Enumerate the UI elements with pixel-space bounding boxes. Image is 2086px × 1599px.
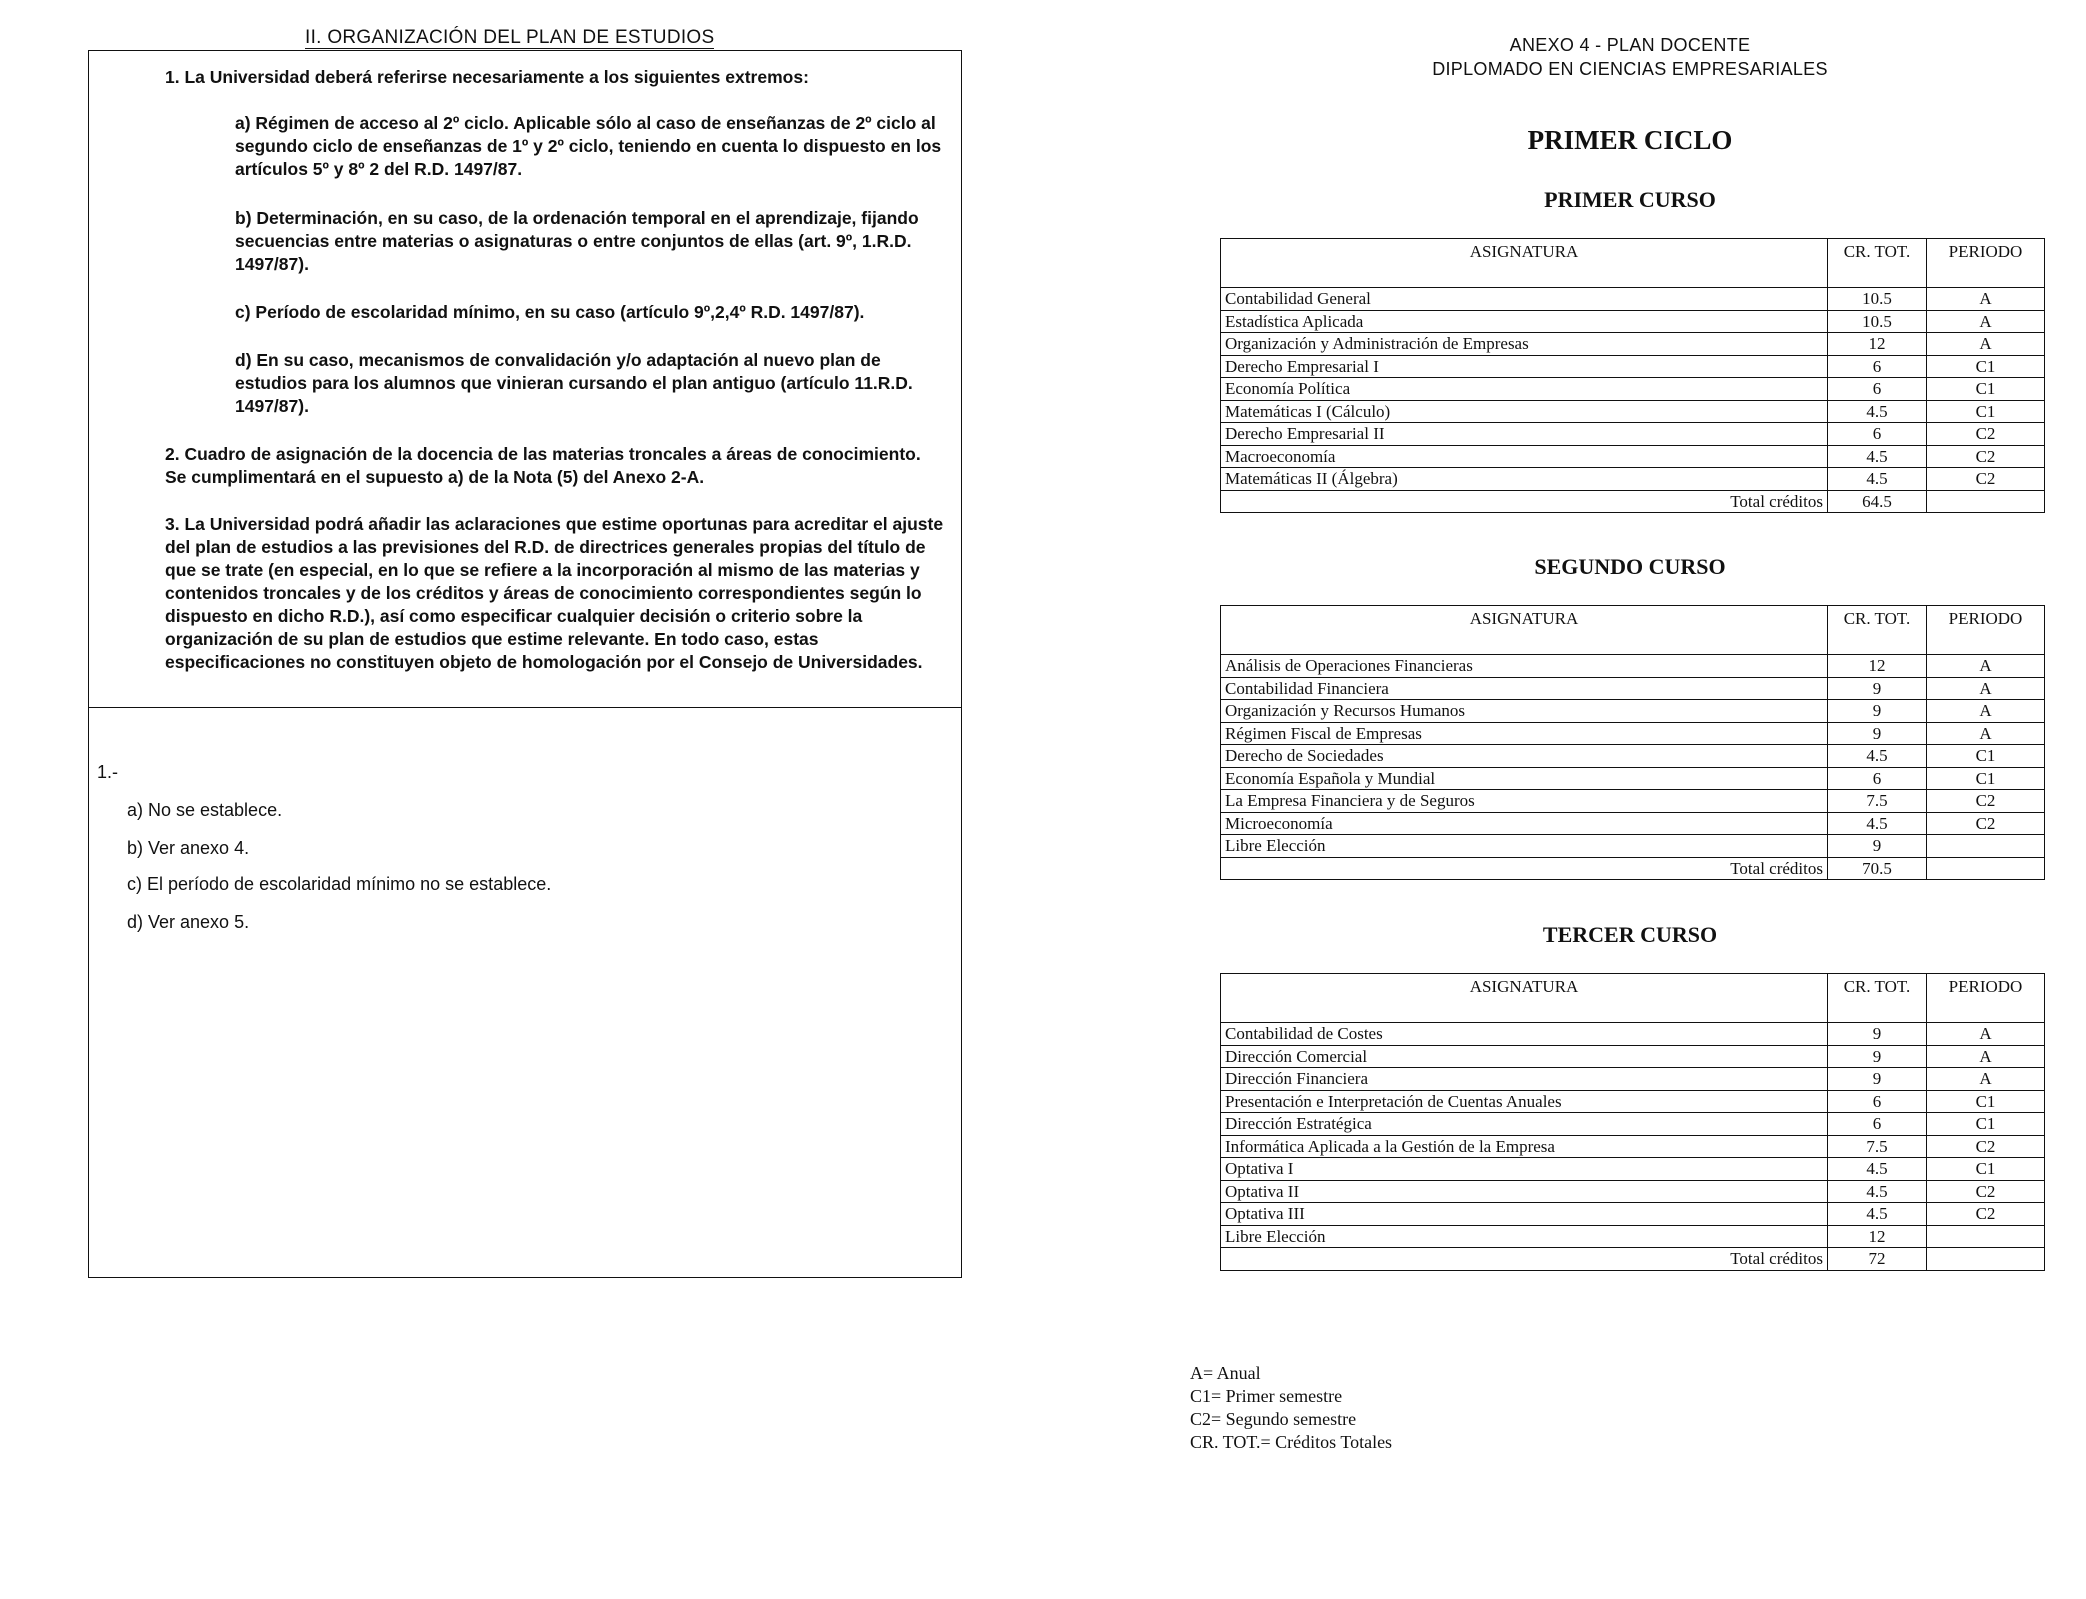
legend-item: A= Anual: [1190, 1363, 1261, 1383]
header-asignatura: ASIGNATURA: [1221, 974, 1828, 1023]
item-a-text: a) Régimen de acceso al 2º ciclo. Aplicable sólo al caso de enseñanzas de 2º ciclo al segundo ciclo de enseñanzas de 1º y 2º ciclo, teniendo en cuenta lo dispuesto en los artículos 5º y 8º 2 del R.D. 1497/87.: [235, 113, 942, 179]
anexo-line-1: ANEXO 4 - PLAN DOCENTE: [1509, 35, 1751, 55]
period-cell: C2: [1927, 1203, 2045, 1226]
legend: [1190, 1362, 1392, 1454]
credits-cell: 4.5: [1828, 812, 1927, 835]
table-row: [1221, 1045, 2045, 1068]
ciclo-title: PRIMER CICLO: [1527, 125, 1733, 155]
subject-cell: Informática Aplicada a la Gestión de la Empresa: [1221, 1135, 1828, 1158]
table-row: [1221, 1180, 2045, 1203]
header-creditos: CR. TOT.: [1828, 606, 1927, 655]
period-cell: C1: [1927, 1113, 2045, 1136]
subject-cell: Organización y Recursos Humanos: [1221, 700, 1828, 723]
point-3-text: 3. La Universidad podrá añadir las aclaraciones que estime oportunas para acreditar el ajuste del plan de estudios a las previsiones del R.D. de directrices generales propias del título de que se trate (en especial, en lo que se refiere a la incorporación al mismo de las materias y contenidos troncales y de los créditos y áreas de conocimiento correspondientes según lo dispuesto en dicho R.D.), así como especificar cualquier decisión o criterio sobre la organización de su plan de estudios que estime relevante. En todo caso, estas especificaciones no constituyen objeto de homologación por el Consejo de Universidades.: [165, 514, 944, 672]
subject-cell: Optativa III: [1221, 1203, 1828, 1226]
table-row: [1221, 722, 2045, 745]
curso-title-2: SEGUNDO CURSO: [1534, 554, 1726, 579]
subject-cell: Matemáticas I (Cálculo): [1221, 400, 1828, 423]
item-b-text: b) Determinación, en su caso, de la ordenación temporal en el aprendizaje, fijando secuencias entre materias o asignaturas o entre conjuntos de ellas (art. 9º, 1.R.D. 1497/87).: [235, 208, 919, 274]
credits-cell: 9: [1828, 677, 1927, 700]
total-period-empty: [1927, 490, 2045, 513]
credits-cell: 6: [1828, 1113, 1927, 1136]
point-2-text: 2. Cuadro de asignación de la docencia de las materias troncales a áreas de conocimiento. Se cumplimentará en el supuesto a) de la Nota (5) del Anexo 2-A.: [165, 444, 921, 487]
subject-cell: Contabilidad General: [1221, 288, 1828, 311]
subject-cell: Derecho Empresarial I: [1221, 355, 1828, 378]
table-row: [1221, 333, 2045, 356]
period-cell: A: [1927, 655, 2045, 678]
credits-cell: 9: [1828, 722, 1927, 745]
period-cell: [1927, 835, 2045, 858]
period-cell: C2: [1927, 1180, 2045, 1203]
table-row: [1221, 655, 2045, 678]
table-row: [1221, 378, 2045, 401]
credits-cell: 4.5: [1828, 1180, 1927, 1203]
subject-cell: Libre Elección: [1221, 835, 1828, 858]
subject-cell: Régimen Fiscal de Empresas: [1221, 722, 1828, 745]
table-row: [1221, 310, 2045, 333]
header-periodo: PERIODO: [1927, 974, 2045, 1023]
table-row: [1221, 700, 2045, 723]
period-cell: C1: [1927, 1158, 2045, 1181]
credits-cell: 9: [1828, 1023, 1927, 1046]
total-credits: 64.5: [1828, 490, 1927, 513]
subject-cell: Economía Española y Mundial: [1221, 767, 1828, 790]
table-row: [1221, 423, 2045, 446]
credits-cell: 4.5: [1828, 1203, 1927, 1226]
anexo-heading: [1190, 33, 2070, 81]
period-cell: A: [1927, 288, 2045, 311]
period-cell: A: [1927, 722, 2045, 745]
credits-cell: 10.5: [1828, 288, 1927, 311]
credits-cell: 9: [1828, 700, 1927, 723]
period-cell: A: [1927, 310, 2045, 333]
table-row: [1221, 745, 2045, 768]
credits-cell: 7.5: [1828, 790, 1927, 813]
credits-cell: 4.5: [1828, 1158, 1927, 1181]
period-cell: C2: [1927, 423, 2045, 446]
total-row: [1221, 490, 2045, 513]
credits-cell: 10.5: [1828, 310, 1927, 333]
table-row: [1221, 835, 2045, 858]
table-row: [1221, 812, 2045, 835]
subject-cell: Macroeconomía: [1221, 445, 1828, 468]
total-period-empty: [1927, 857, 2045, 880]
item-c-text: c) Período de escolaridad mínimo, en su caso (artículo 9º,2,4º R.D. 1497/87).: [235, 302, 865, 322]
total-credits: 72: [1828, 1248, 1927, 1271]
table-primer-curso: [1220, 238, 2045, 513]
subject-cell: Contabilidad Financiera: [1221, 677, 1828, 700]
total-row: [1221, 1248, 2045, 1271]
answer-d: d) Ver anexo 5.: [127, 912, 250, 932]
period-cell: C1: [1927, 1090, 2045, 1113]
credits-cell: 6: [1828, 378, 1927, 401]
curso-title-3: TERCER CURSO: [1542, 922, 1718, 947]
period-cell: C2: [1927, 790, 2045, 813]
answer-a: a) No se establece.: [127, 800, 283, 820]
intro-text: 1. La Universidad deberá referirse necesariamente a los siguientes extremos:: [165, 67, 809, 87]
subject-cell: Economía Política: [1221, 378, 1828, 401]
credits-cell: 6: [1828, 423, 1927, 446]
right-page: [1190, 0, 2086, 1599]
period-cell: C2: [1927, 445, 2045, 468]
subject-cell: Presentación e Interpretación de Cuentas Anuales: [1221, 1090, 1828, 1113]
total-period-empty: [1927, 1248, 2045, 1271]
credits-cell: 12: [1828, 1225, 1927, 1248]
subject-cell: Derecho Empresarial II: [1221, 423, 1828, 446]
subject-cell: Dirección Financiera: [1221, 1068, 1828, 1091]
credits-cell: 4.5: [1828, 400, 1927, 423]
total-row: [1221, 857, 2045, 880]
total-label: Total créditos: [1221, 1248, 1828, 1271]
period-cell: C1: [1927, 745, 2045, 768]
table-row: [1221, 400, 2045, 423]
subject-cell: Dirección Estratégica: [1221, 1113, 1828, 1136]
total-label: Total créditos: [1221, 857, 1828, 880]
credits-cell: 12: [1828, 655, 1927, 678]
header-creditos: CR. TOT.: [1828, 974, 1927, 1023]
table-row: [1221, 1203, 2045, 1226]
answer-c: c) El período de escolaridad mínimo no se establece.: [127, 874, 552, 894]
period-cell: C1: [1927, 378, 2045, 401]
period-cell: A: [1927, 333, 2045, 356]
subject-cell: La Empresa Financiera y de Seguros: [1221, 790, 1828, 813]
period-cell: C2: [1927, 1135, 2045, 1158]
period-cell: C1: [1927, 400, 2045, 423]
subject-cell: Microeconomía: [1221, 812, 1828, 835]
subject-cell: Matemáticas II (Álgebra): [1221, 468, 1828, 491]
total-label: Total créditos: [1221, 490, 1828, 513]
period-cell: C1: [1927, 767, 2045, 790]
frame-divider: [88, 707, 962, 708]
credits-cell: 4.5: [1828, 468, 1927, 491]
period-cell: A: [1927, 1045, 2045, 1068]
credits-cell: 9: [1828, 1068, 1927, 1091]
header-asignatura: ASIGNATURA: [1221, 606, 1828, 655]
table-row: [1221, 445, 2045, 468]
period-cell: C1: [1927, 355, 2045, 378]
period-cell: A: [1927, 700, 2045, 723]
table-row: [1221, 767, 2045, 790]
header-periodo: PERIODO: [1927, 239, 2045, 288]
header-periodo: PERIODO: [1927, 606, 2045, 655]
subject-cell: Dirección Comercial: [1221, 1045, 1828, 1068]
table-row: [1221, 1090, 2045, 1113]
table-row: [1221, 1068, 2045, 1091]
credits-cell: 12: [1828, 333, 1927, 356]
table-row: [1221, 468, 2045, 491]
table-row: [1221, 1135, 2045, 1158]
table-row: [1221, 1225, 2045, 1248]
answer-number: 1.-: [97, 762, 119, 782]
table-row: [1221, 1113, 2045, 1136]
credits-cell: 6: [1828, 767, 1927, 790]
credits-cell: 9: [1828, 835, 1927, 858]
period-cell: A: [1927, 677, 2045, 700]
period-cell: A: [1927, 1023, 2045, 1046]
table-tercer-curso: [1220, 973, 2045, 1271]
subject-cell: Optativa I: [1221, 1158, 1828, 1181]
legend-item: C1= Primer semestre: [1190, 1386, 1343, 1406]
credits-cell: 6: [1828, 1090, 1927, 1113]
left-page: [0, 0, 1000, 1599]
period-cell: [1927, 1225, 2045, 1248]
answer-b: b) Ver anexo 4.: [127, 838, 250, 858]
legend-item: C2= Segundo semestre: [1190, 1409, 1357, 1429]
table-row: [1221, 1158, 2045, 1181]
table-row: [1221, 355, 2045, 378]
header-creditos: CR. TOT.: [1828, 239, 1927, 288]
section-title: II. ORGANIZACIÓN DEL PLAN DE ESTUDIOS: [305, 27, 715, 48]
table-row: [1221, 288, 2045, 311]
subject-cell: Contabilidad de Costes: [1221, 1023, 1828, 1046]
curso-title-1: PRIMER CURSO: [1544, 187, 1716, 212]
credits-cell: 4.5: [1828, 745, 1927, 768]
table-row: [1221, 1023, 2045, 1046]
period-cell: C2: [1927, 812, 2045, 835]
total-credits: 70.5: [1828, 857, 1927, 880]
period-cell: A: [1927, 1068, 2045, 1091]
credits-cell: 9: [1828, 1045, 1927, 1068]
table-segundo-curso: [1220, 605, 2045, 880]
item-d-text: d) En su caso, mecanismos de convalidación y/o adaptación al nuevo plan de estudios para los alumnos que vinieran cursando el plan antiguo (artículo 11.R.D. 1497/87).: [235, 350, 913, 416]
table-row: [1221, 677, 2045, 700]
subject-cell: Estadística Aplicada: [1221, 310, 1828, 333]
subject-cell: Libre Elección: [1221, 1225, 1828, 1248]
subject-cell: Optativa II: [1221, 1180, 1828, 1203]
header-asignatura: ASIGNATURA: [1221, 239, 1828, 288]
subject-cell: Organización y Administración de Empresas: [1221, 333, 1828, 356]
period-cell: C2: [1927, 468, 2045, 491]
subject-cell: Análisis de Operaciones Financieras: [1221, 655, 1828, 678]
credits-cell: 4.5: [1828, 445, 1927, 468]
credits-cell: 6: [1828, 355, 1927, 378]
subject-cell: Derecho de Sociedades: [1221, 745, 1828, 768]
anexo-line-2: DIPLOMADO EN CIENCIAS EMPRESARIALES: [1432, 59, 1828, 79]
legend-item: CR. TOT.= Créditos Totales: [1190, 1432, 1393, 1452]
table-row: [1221, 790, 2045, 813]
credits-cell: 7.5: [1828, 1135, 1927, 1158]
